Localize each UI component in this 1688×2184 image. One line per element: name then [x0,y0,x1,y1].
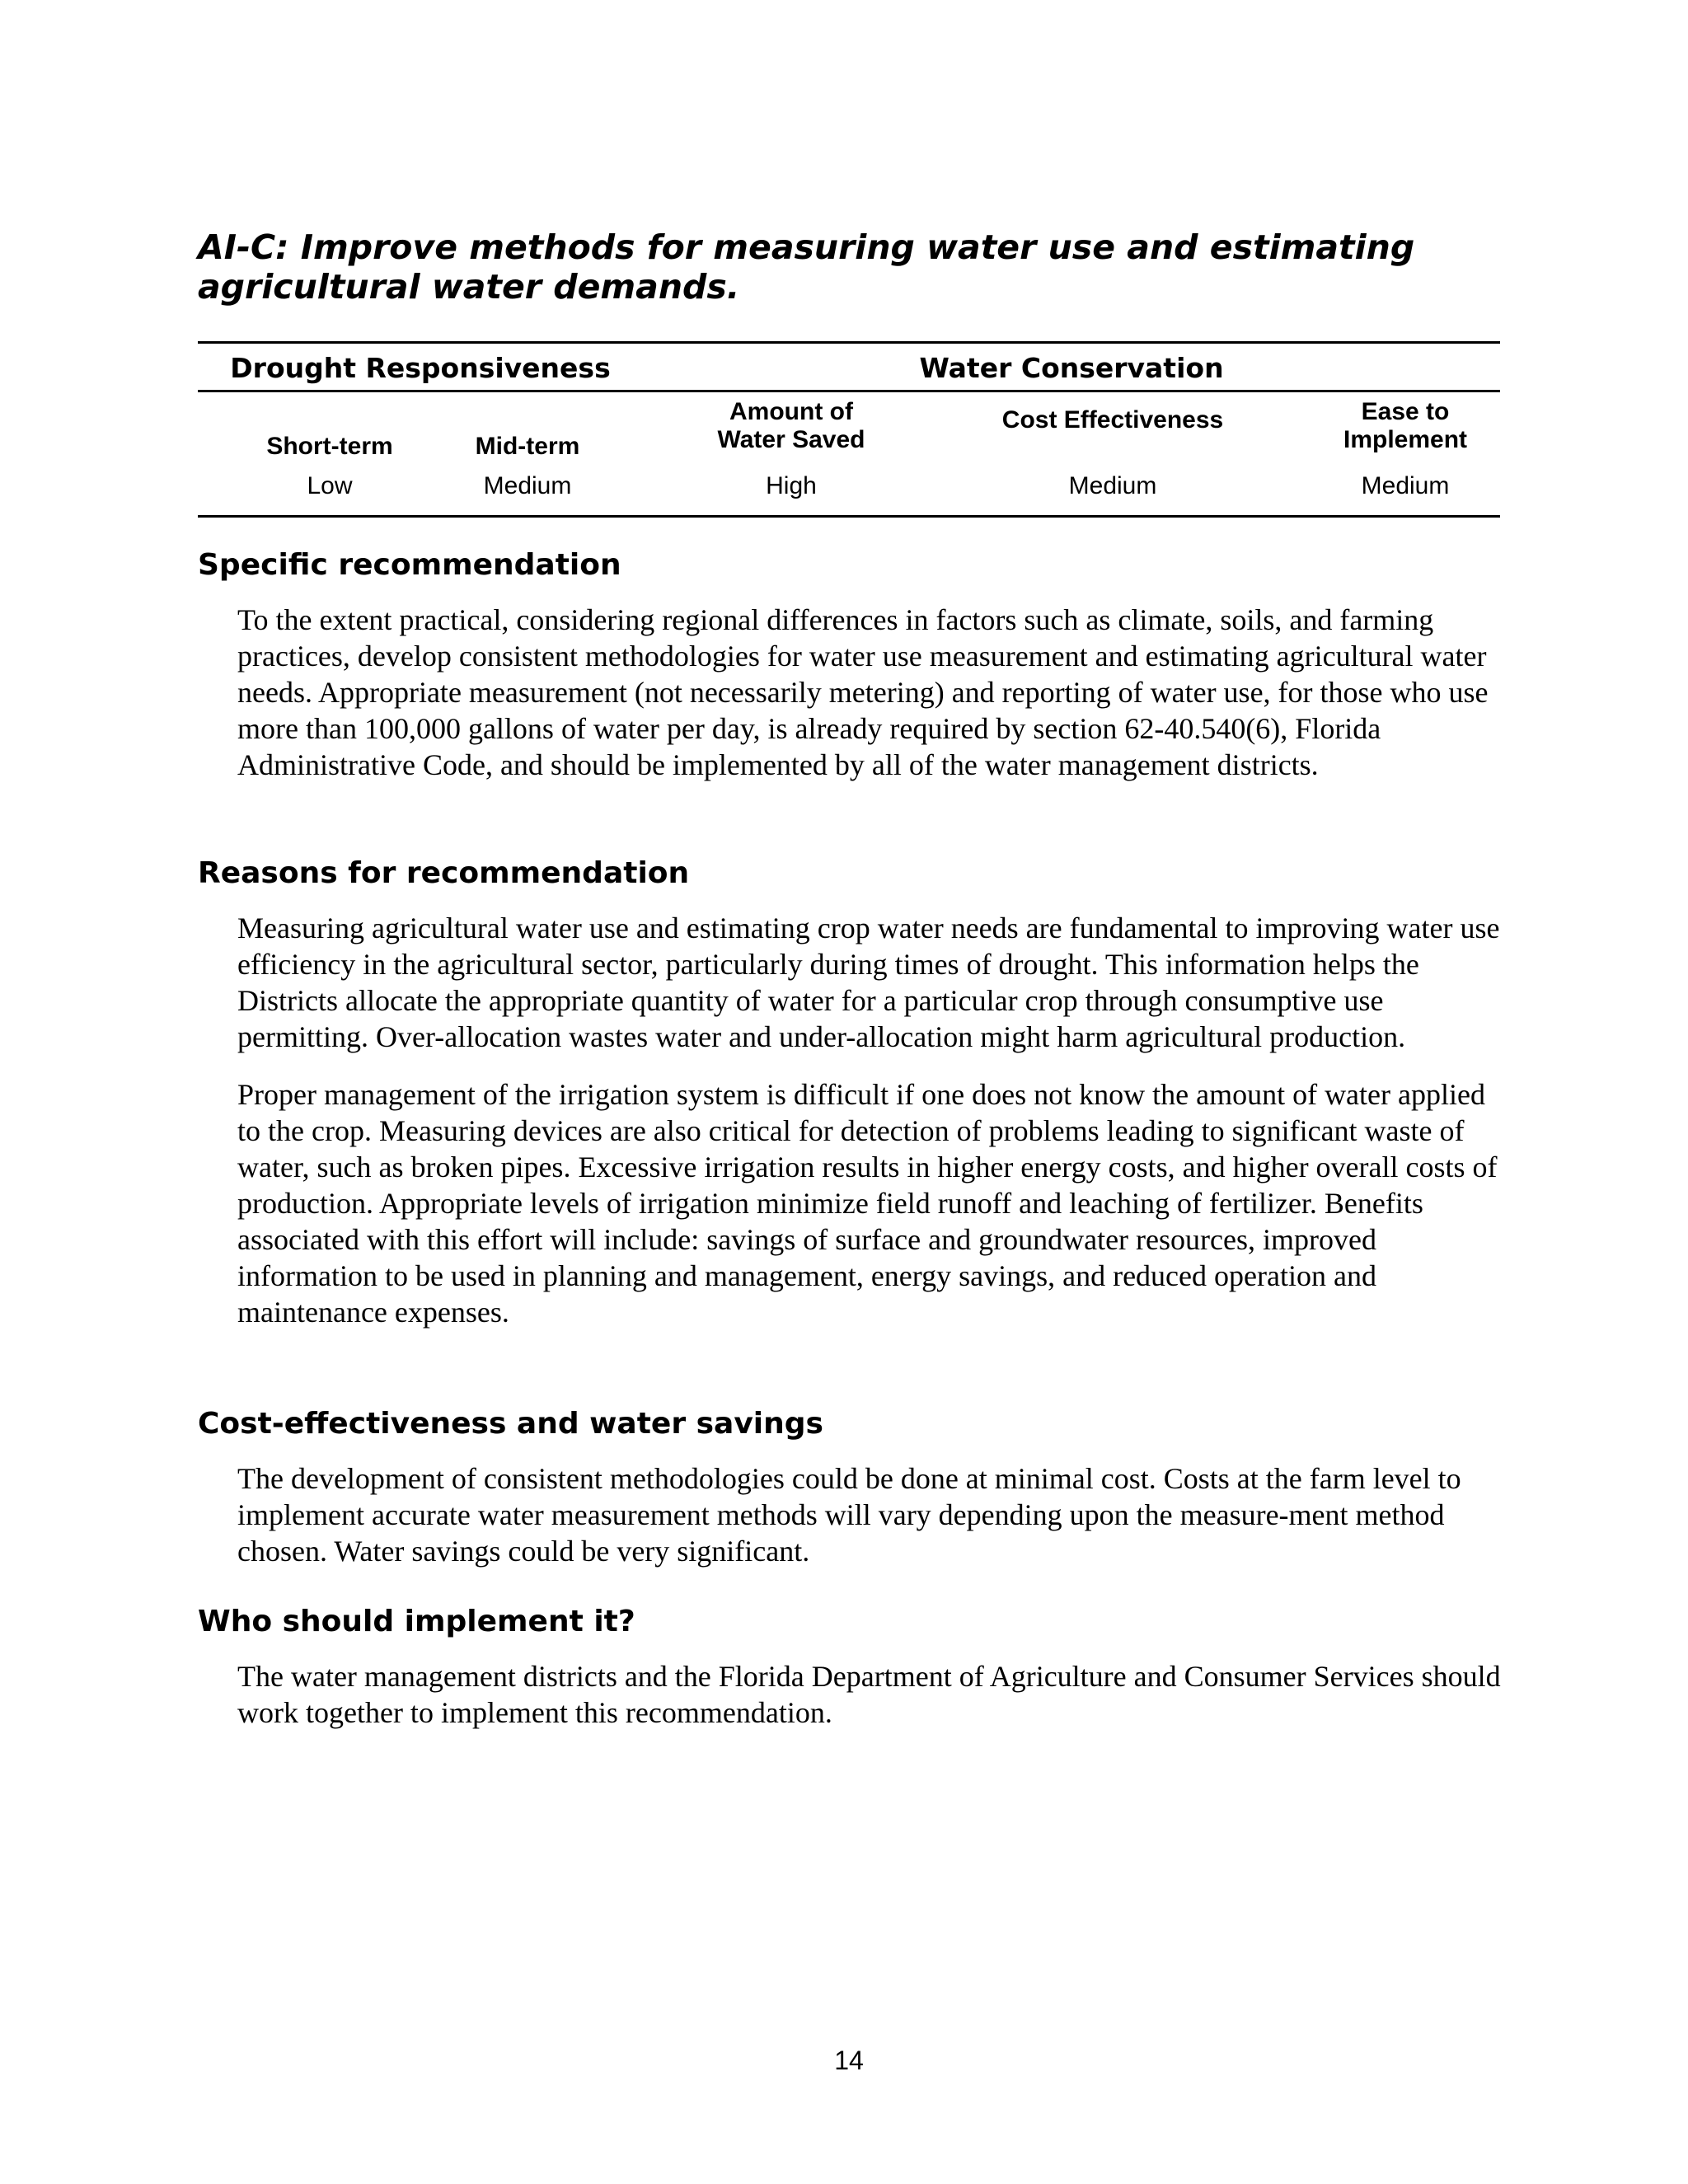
section-paragraph: To the extent practical, considering regional differences in factors such as climate, soils, and farming practices, develop consistent methodologies for water use measurement and estimating agricultural water needs. Appropriate measurement (not necessarily metering) and reporting of water use, for those who use more than 100,000 gallons of water per day, is already required by section 62-40.540(6), Florida Administrative Code, and should be implemented by all of the water management districts. [237,603,1489,781]
section-heading: Who should implement it? [198,1605,635,1638]
section-paragraph: The development of consistent methodologies could be done at minimal cost. Costs at the farm level to implement accurate water measurement methods will vary depending upon the measure-ment method chosen. Water savings could be very significant. [237,1462,1461,1568]
rating-value-cost-effectiveness: Medium [1068,472,1157,499]
column-header-mid-term: Mid-term [475,433,580,460]
group-header-drought-responsiveness: Drought Responsiveness [230,352,611,384]
page-title-line-2: agricultural water demands. [198,267,740,307]
page-number: 14 [834,2046,864,2075]
rating-value-short-term: Low [307,472,353,499]
section-who-should-implement-it [198,1604,1500,1731]
rating-value-amount-of-water-saved: High [766,472,817,499]
rating-group-header-row [198,344,1500,392]
section-heading: Cost-effectiveness and water savings [198,1407,823,1441]
column-header-line: Ease to [1361,398,1450,425]
column-header-line: Amount of [729,398,853,425]
section-paragraph: Measuring agricultural water use and estimating crop water needs are fundamental to improving water use efficiency in the agricultural sector, particularly during times of drought. This information helps the Districts allocate the appropriate quantity of water for a particular crop through consumptive use permitting. Over-allocation wastes water and under-allocation might harm agricultural production. [237,912,1500,1053]
column-header-short-term: Short-term [266,433,393,460]
rating-table [198,341,1500,518]
column-header-line: Water Saved [717,426,865,453]
group-header-water-conservation: Water Conservation [919,352,1224,384]
rating-value-ease-to-implement: Medium [1361,472,1450,499]
section-reasons-for-recommendation [198,855,1500,1330]
section-paragraph: The water management districts and the Florida Department of Agriculture and Consumer Services should work together to implement this recommendation. [237,1660,1501,1729]
column-header-amount-of-water-saved [676,398,907,454]
section-specific-recommendation [198,547,1500,783]
column-header-cost-effectiveness: Cost Effectiveness [1001,406,1224,434]
section-heading: Reasons for recommendation [198,856,690,890]
section-cost-effectiveness-and-water-savings [198,1406,1500,1569]
column-header-ease-to-implement [1311,398,1500,454]
rating-value-mid-term: Medium [483,472,572,499]
section-paragraph: Proper management of the irrigation system is difficult if one does not know the amount of water applied to the crop. Measuring devices are also critical for detection of problems leading to significant waste of water, such as broken pipes. Excessive irrigation results in higher energy costs, and higher overall costs of production. Appropriate levels of irrigation minimize field runoff and leaching of fertilizer. Benefits associated with this effort will include: savings of surface and groundwater resources, improved information to be used in planning and management, energy savings, and reduced operation and maintenance expenses. [237,1078,1498,1329]
page-title-line-1: AI-C: Improve methods for measuring water use and estimating [198,227,1415,267]
page-title [198,227,1500,307]
column-header-line: Implement [1343,426,1468,453]
section-heading: Specific recommendation [198,548,621,582]
